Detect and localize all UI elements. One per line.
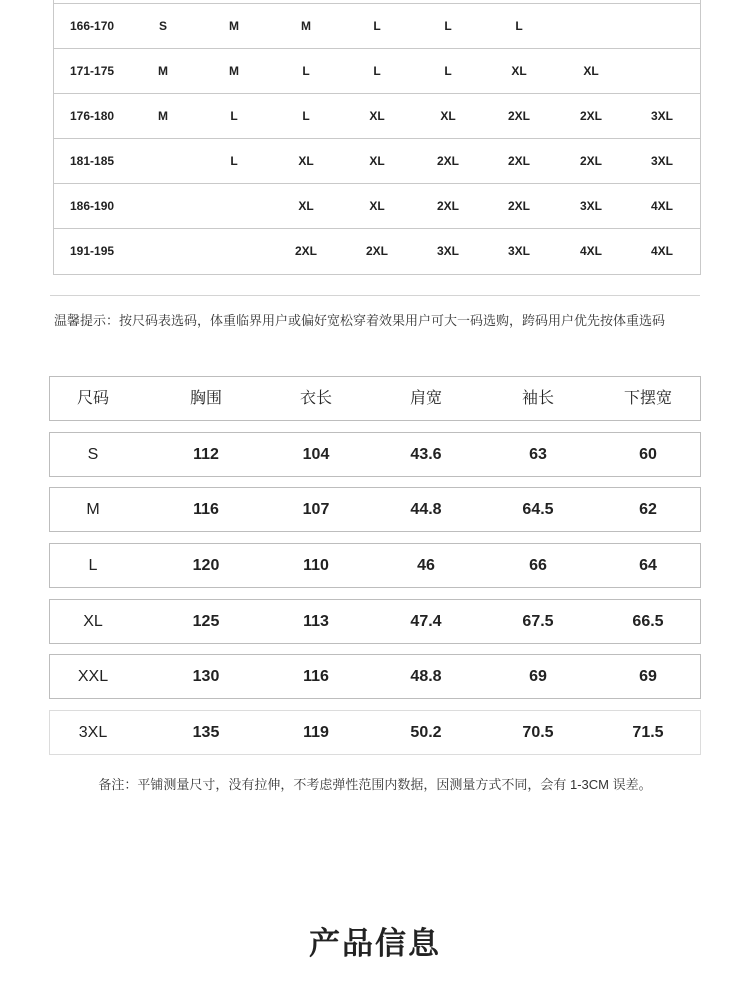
table-row	[54, 3, 700, 49]
table-cell: 125	[192, 613, 220, 630]
table-cell: 69	[529, 668, 547, 685]
size-cell: M	[301, 19, 311, 33]
divider	[50, 295, 700, 296]
size-cell: XL	[369, 109, 385, 123]
header-cell: 下摆宽	[623, 390, 672, 407]
table-row	[54, 183, 700, 229]
table-cell: 69	[639, 668, 657, 685]
size-cell: 4XL	[650, 199, 673, 213]
table-cell: 64	[639, 557, 657, 574]
table-row	[54, 48, 700, 94]
table-cell: 44.8	[410, 501, 442, 518]
size-cell: 2XL	[579, 154, 602, 168]
table-cell: 46	[417, 557, 435, 574]
table-cell: 116	[193, 501, 219, 518]
size-cell: L	[444, 64, 452, 78]
size-cell: M	[229, 64, 239, 78]
size-cell: L	[515, 19, 523, 33]
table-row	[54, 228, 700, 274]
size-cell: XL	[583, 64, 599, 78]
size-cell: 3XL	[436, 244, 459, 258]
size-cell: 2XL	[294, 244, 317, 258]
table-cell: 48.8	[410, 668, 442, 685]
size-cell: 3XL	[579, 199, 602, 213]
header-cell: 衣长	[299, 390, 332, 407]
size-label: XXL	[77, 668, 109, 685]
size-cell: XL	[511, 64, 527, 78]
table-cell: 60	[639, 446, 657, 463]
size-cell: M	[158, 109, 168, 123]
size-label: XL	[83, 613, 103, 630]
table-row	[49, 599, 701, 644]
table-cell: 70.5	[522, 724, 554, 741]
size-table-header	[49, 376, 701, 421]
height-range: 181-185	[70, 154, 115, 168]
measurement-note: 备注：平铺测量尺寸，没有拉伸，不考虑弹性范围内数据，因测量方式不同，会有 1-3CM 误差。	[98, 777, 652, 792]
table-row	[49, 654, 701, 699]
size-cell	[561, 4, 621, 49]
table-cell: 120	[192, 557, 220, 574]
table-cell: 63	[529, 446, 547, 463]
sizing-tip: 温馨提示：按尺码表选码，体重临界用户或偏好宽松穿着效果用户可大一码选购，跨码用户优先按体重选码	[54, 313, 666, 328]
table-cell: 66	[529, 557, 547, 574]
header-cell: 肩宽	[409, 390, 442, 407]
table-cell: 116	[303, 668, 329, 685]
size-cell: XL	[369, 199, 385, 213]
height-range: 191-195	[70, 244, 115, 258]
size-cell: XL	[298, 199, 314, 213]
size-cell	[133, 229, 193, 274]
size-label: S	[87, 446, 99, 463]
size-cell: 3XL	[650, 109, 673, 123]
table-cell: 107	[302, 501, 330, 518]
table-cell: 119	[303, 724, 329, 741]
size-label: L	[88, 557, 98, 574]
size-cell: L	[230, 109, 238, 123]
table-cell: 112	[193, 446, 219, 463]
size-cell: XL	[298, 154, 314, 168]
table-cell: 43.6	[410, 446, 442, 463]
size-cell: L	[230, 154, 238, 168]
table-row	[54, 93, 700, 139]
table-row	[49, 710, 701, 755]
size-cell: M	[158, 64, 168, 78]
header-cell: 袖长	[521, 390, 554, 407]
height-size-table	[53, 0, 701, 275]
height-range: 171-175	[70, 64, 115, 78]
height-range: 176-180	[70, 109, 115, 123]
height-range: 186-190	[70, 199, 115, 213]
section-title: 产品信息	[309, 926, 441, 961]
table-row	[49, 543, 701, 588]
table-cell: 104	[302, 446, 330, 463]
size-cell: L	[302, 64, 310, 78]
size-cell: 4XL	[579, 244, 602, 258]
table-cell: 110	[303, 557, 329, 574]
size-cell	[632, 49, 692, 94]
table-cell: 66.5	[632, 613, 664, 630]
size-cell: 3XL	[650, 154, 673, 168]
size-cell: 2XL	[365, 244, 388, 258]
size-cell: 2XL	[436, 154, 459, 168]
size-cell: 4XL	[650, 244, 673, 258]
table-cell: 135	[192, 724, 220, 741]
size-cell: 2XL	[507, 154, 530, 168]
size-cell: 2XL	[507, 199, 530, 213]
size-cell	[133, 139, 193, 184]
table-cell: 67.5	[522, 613, 554, 630]
size-label: 3XL	[78, 724, 108, 741]
table-cell: 71.5	[632, 724, 664, 741]
table-row	[49, 432, 701, 477]
size-cell	[204, 229, 264, 274]
size-cell: XL	[369, 154, 385, 168]
header-cell: 胸围	[189, 390, 222, 407]
table-row	[49, 487, 701, 532]
size-cell: XL	[440, 109, 456, 123]
table-cell: 113	[303, 613, 329, 630]
table-cell: 50.2	[410, 724, 442, 741]
size-cell: L	[373, 19, 381, 33]
size-cell: 2XL	[436, 199, 459, 213]
size-cell	[204, 184, 264, 229]
size-cell: 3XL	[507, 244, 530, 258]
size-cell: 2XL	[507, 109, 530, 123]
size-cell	[632, 4, 692, 49]
size-cell: M	[229, 19, 239, 33]
size-cell: S	[158, 19, 167, 33]
height-range: 166-170	[70, 19, 115, 33]
size-cell	[133, 184, 193, 229]
size-cell: L	[444, 19, 452, 33]
table-cell: 62	[639, 501, 657, 518]
table-cell: 64.5	[522, 501, 554, 518]
size-cell: 2XL	[579, 109, 602, 123]
size-label: M	[86, 501, 100, 518]
header-cell: 尺码	[76, 390, 109, 407]
table-row	[54, 138, 700, 184]
table-cell: 47.4	[410, 613, 442, 630]
size-cell: L	[302, 109, 310, 123]
table-cell: 130	[192, 668, 220, 685]
size-cell: L	[373, 64, 381, 78]
